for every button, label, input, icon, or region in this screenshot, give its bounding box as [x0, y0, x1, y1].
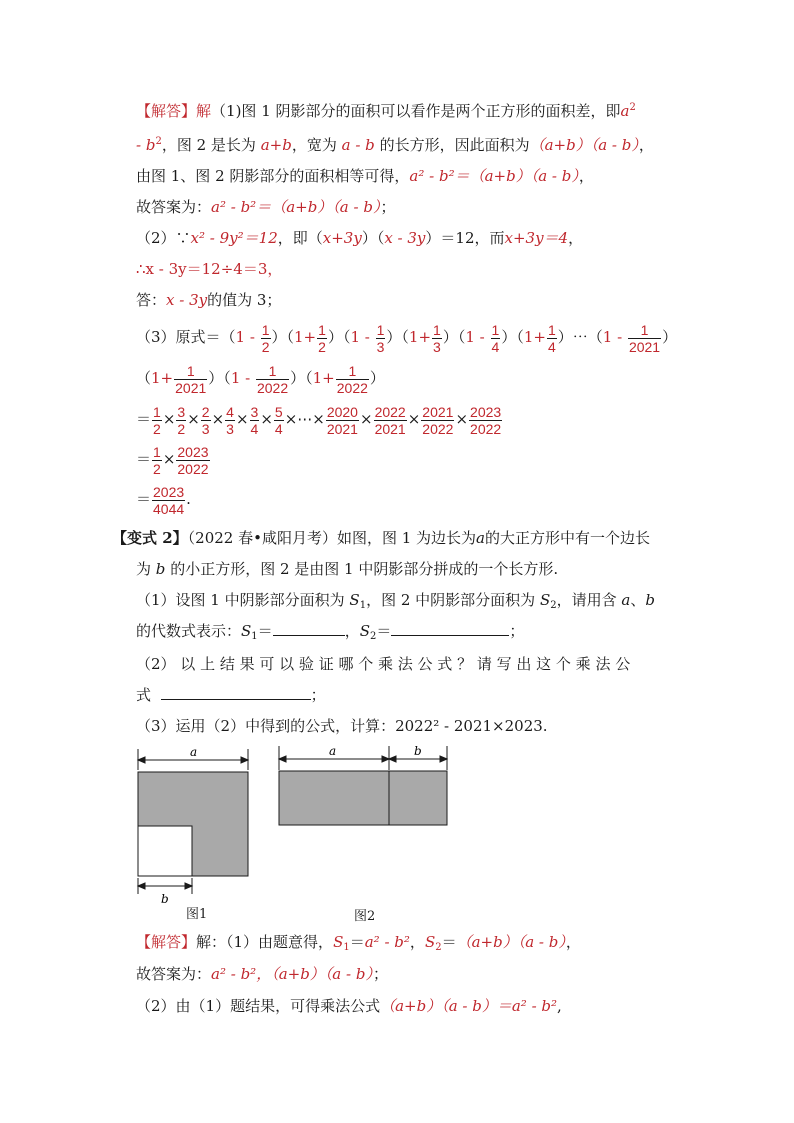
- text: 的值为 3；: [207, 291, 282, 309]
- times: ×: [162, 410, 176, 428]
- exponent: 2: [629, 102, 636, 113]
- text: ＝: [376, 622, 392, 640]
- fraction: $\frac{3}{4}$: [250, 403, 259, 437]
- formula-answer-blank[interactable]: [161, 685, 311, 700]
- fraction: $\frac{1}{2022}$: [336, 362, 368, 396]
- subscript: 2: [369, 631, 377, 642]
- expr: （a+b）（a - b）: [456, 933, 566, 951]
- label-a: a: [190, 745, 198, 759]
- var-a: a: [476, 529, 485, 547]
- text: ，: [344, 622, 360, 640]
- s1-answer-blank[interactable]: [273, 621, 345, 636]
- fraction: $\frac{1}{2021}$: [628, 321, 661, 355]
- expr: 1+: [312, 369, 335, 387]
- answer-text: 由图 1、图 2 阴影部分的面积相等可得，: [136, 167, 410, 185]
- s1: S: [241, 622, 252, 640]
- expr: x+3y＝4: [504, 229, 569, 247]
- answer-line-3: 由图 1、图 2 阴影部分的面积相等可得，a² - b²＝（a+b）（a - b），: [136, 167, 594, 185]
- expr: a² - b²＝（a+b）（a - b）: [409, 167, 579, 185]
- answer-line-4: 故答案为：a² - b²＝（a+b）（a - b）；: [136, 198, 396, 216]
- expr: 1 -: [230, 369, 255, 387]
- text: ＝: [441, 933, 457, 951]
- fraction: $\frac{1}{4}$: [491, 321, 500, 355]
- text: 式: [136, 686, 152, 704]
- expr: 1 -: [235, 328, 260, 346]
- expr: 1+: [151, 369, 174, 387]
- answer-line-8: （3）原式＝（1 - $\frac{1}{2}$ ）（1+ $\frac{1}{2}$ ）（1 - $\frac{1}{3}$ ）（1+ $\frac{1}{3}$ ）（1 - $\frac{1}{4}$ ）（1+ $\frac{1}{4}$ ）⋯（1 - $\frac{1}{2021}$ ）: [136, 321, 678, 355]
- expr: 1 -: [602, 328, 627, 346]
- fraction: $\frac{2023}{2022}$: [470, 403, 502, 437]
- answer2-line-3: [136, 996, 562, 1016]
- fraction: $\frac{5}{4}$: [274, 403, 283, 437]
- fraction: $\frac{1}{3}$: [433, 321, 441, 355]
- text: 故答案为：: [136, 965, 212, 983]
- times: ×: [455, 410, 469, 428]
- answer-text: （1)图 1 阴影部分的面积可以看作是两个正方形的面积差，即: [211, 102, 621, 120]
- small-square: [138, 826, 192, 876]
- expr: x - 3y: [166, 291, 208, 309]
- text: ；: [372, 965, 388, 983]
- label-a: a: [329, 744, 337, 758]
- expr: x+3y: [322, 229, 362, 247]
- fraction: $\frac{4}{3}$: [226, 403, 234, 437]
- figure-1: [130, 744, 260, 920]
- s2: S: [539, 591, 551, 609]
- fraction: $\frac{2023}{4044}$: [153, 483, 185, 517]
- text: ，即（: [277, 229, 323, 247]
- s1: S: [333, 933, 344, 951]
- text: （2）∵: [136, 229, 191, 247]
- fraction: $\frac{1}{2022}$: [256, 362, 289, 396]
- subscript: 1: [251, 631, 258, 642]
- answer-line-10: [136, 402, 503, 437]
- text: （1）设图 1 中阴影部分面积为: [136, 591, 345, 609]
- label-b: b: [161, 892, 169, 906]
- figure-2: [272, 740, 456, 840]
- figure-2-caption: 图2: [354, 909, 376, 924]
- variant-line-6: [136, 685, 326, 705]
- equals: ＝: [136, 410, 152, 428]
- variant-line-5: [136, 654, 630, 674]
- fraction: $\frac{1}{2}$: [261, 321, 270, 355]
- fraction: $\frac{2021}{2022}$: [422, 403, 454, 437]
- text: 的大正方形中有一个边长: [485, 529, 651, 547]
- subscript: 1: [359, 600, 367, 611]
- expr: a² - b²: [364, 933, 410, 951]
- expr: a² - b²＝（a+b）（a - b）: [211, 198, 381, 216]
- fraction: $\frac{1}{3}$: [376, 321, 385, 355]
- expr: 1+: [523, 328, 546, 346]
- expr: 1 -: [465, 328, 490, 346]
- fraction: $\frac{2}{3}$: [201, 403, 210, 437]
- s1: S: [349, 591, 360, 609]
- expr: ∴x - 3y＝12÷4＝3，: [136, 260, 283, 278]
- text: ，请用含: [556, 591, 617, 609]
- subscript: 2: [550, 600, 557, 611]
- answer-tag: 【解答】: [136, 102, 197, 120]
- fraction: $\frac{1}{2}$: [153, 443, 161, 477]
- rect-part-a: [279, 771, 389, 825]
- expr: a² - b²，（a+b）（a - b）: [211, 965, 373, 983]
- text: 的小正方形，图 2 是由图 1 中阴影部分拼成的一个长方形.: [170, 560, 559, 578]
- text: （3）运用（2）中得到的公式，计算：2022² - 2021×2023.: [136, 717, 548, 735]
- subscript: 1: [343, 942, 350, 953]
- answer-tag: 【解答】: [136, 933, 197, 951]
- text: ；: [310, 686, 326, 704]
- answer-text: ，图 2 是长为: [161, 136, 256, 154]
- answer-line-2: - $b^2$，图 2 是长为 a+b，宽为 a - b 的长方形，因此面积为（a+b）（a - b），: [136, 136, 654, 154]
- answer-text: 的长方形，因此面积为: [379, 136, 530, 154]
- subscript: 2: [435, 942, 442, 953]
- variant-tag: 【变式 2】: [112, 529, 188, 547]
- times: ×: [407, 410, 421, 428]
- text: ，图 2 中阴影部分面积为: [366, 591, 536, 609]
- fraction: $\frac{3}{2}$: [177, 403, 186, 437]
- text: 的代数式表示：: [136, 622, 242, 640]
- answer-text: 故答案为：: [136, 198, 212, 216]
- fraction: $\frac{1}{4}$: [547, 321, 556, 355]
- fraction: $\frac{2022}{2021}$: [374, 403, 406, 437]
- text: ）＝12，而: [425, 229, 505, 247]
- label-b: b: [414, 744, 422, 758]
- expr: a: [620, 102, 630, 120]
- expr: - b: [136, 136, 156, 154]
- figure-1-caption: 图1: [186, 907, 208, 922]
- expr: 1 -: [350, 328, 375, 346]
- answer-line-9: （1+ $\frac{1}{2021}$ ）（1 - $\frac{1}{2022}$ ）（1+ $\frac{1}{2022}$ ）: [136, 362, 385, 396]
- expr: 1+: [408, 328, 432, 346]
- variant-line-3: [136, 590, 655, 610]
- jie-label: 解: [196, 102, 212, 120]
- times: ×: [211, 410, 225, 428]
- var-b: b: [645, 591, 655, 609]
- variant-line-4: [136, 621, 524, 641]
- exponent: 2: [155, 136, 162, 147]
- times: ×: [235, 410, 249, 428]
- expr: a+b: [260, 136, 292, 154]
- fraction: $\frac{2023}{2022}$: [177, 443, 209, 477]
- expr: （a+b）（a - b）: [529, 136, 639, 154]
- times: ×: [260, 410, 273, 428]
- text: 答：: [136, 291, 167, 309]
- answer-text: ，宽为: [291, 136, 337, 154]
- text: ＝: [257, 622, 273, 640]
- expr: 1+: [294, 328, 317, 346]
- text: ,: [557, 997, 562, 1015]
- equals: ＝: [136, 490, 152, 508]
- times: ×: [187, 410, 200, 428]
- variant-line-1: [112, 528, 650, 548]
- text: 解：（1）由题意得，: [196, 933, 334, 951]
- expr: a - b: [341, 136, 375, 154]
- s2: S: [359, 622, 370, 640]
- times-ellipsis: ×⋯×: [284, 410, 325, 428]
- text: ，: [568, 229, 584, 247]
- answer-line-12: [136, 482, 191, 517]
- text: （2） 以 上 结 果 可 以 验 证 哪 个 乘 法 公 式 ？ 请 写 出 这 个 乘 法 公: [136, 655, 631, 673]
- answer2-line-2: [136, 964, 388, 984]
- answer-line-6: [136, 259, 282, 279]
- text: 为: [136, 560, 152, 578]
- text: ；: [509, 622, 525, 640]
- fraction: $\frac{2020}{2021}$: [326, 403, 358, 437]
- equals: ＝: [136, 450, 152, 468]
- expr: x² - 9y²＝12: [190, 229, 278, 247]
- text: ）（: [361, 229, 385, 247]
- ellipsis: ⋯: [572, 328, 588, 346]
- variant-line-2: [136, 559, 558, 579]
- answer-line-11: [136, 442, 211, 477]
- var-a: a: [621, 591, 631, 609]
- s2-answer-blank[interactable]: [391, 621, 509, 636]
- period: .: [186, 490, 191, 508]
- answer-line-7: [136, 290, 281, 310]
- fraction: $\frac{1}{2021}$: [175, 362, 207, 396]
- answer-line-5: [136, 228, 583, 248]
- text: （2）由（1）题结果，可得乘法公式: [136, 997, 381, 1015]
- expr: x - 3y: [384, 229, 426, 247]
- expr: （a+b）（a - b）＝a² - b²: [380, 997, 558, 1015]
- var-b: b: [155, 560, 166, 578]
- text: ，: [565, 933, 581, 951]
- answer-line-1: [136, 101, 636, 121]
- text: （2022 春•咸阳月考）如图，图 1 为边长为: [187, 529, 477, 547]
- text: 、: [630, 591, 646, 609]
- s2: S: [424, 933, 436, 951]
- times: ×: [162, 450, 176, 468]
- text: ，: [409, 933, 425, 951]
- answer2-line-1: [136, 932, 581, 952]
- text: （3）原式＝（: [136, 328, 236, 346]
- times: ×: [359, 410, 373, 428]
- fraction: $\frac{1}{2}$: [153, 403, 161, 437]
- text: ＝: [349, 933, 365, 951]
- variant-line-7: [136, 716, 548, 736]
- fraction: $\frac{1}{2}$: [318, 321, 326, 355]
- rect-part-b: [389, 771, 447, 825]
